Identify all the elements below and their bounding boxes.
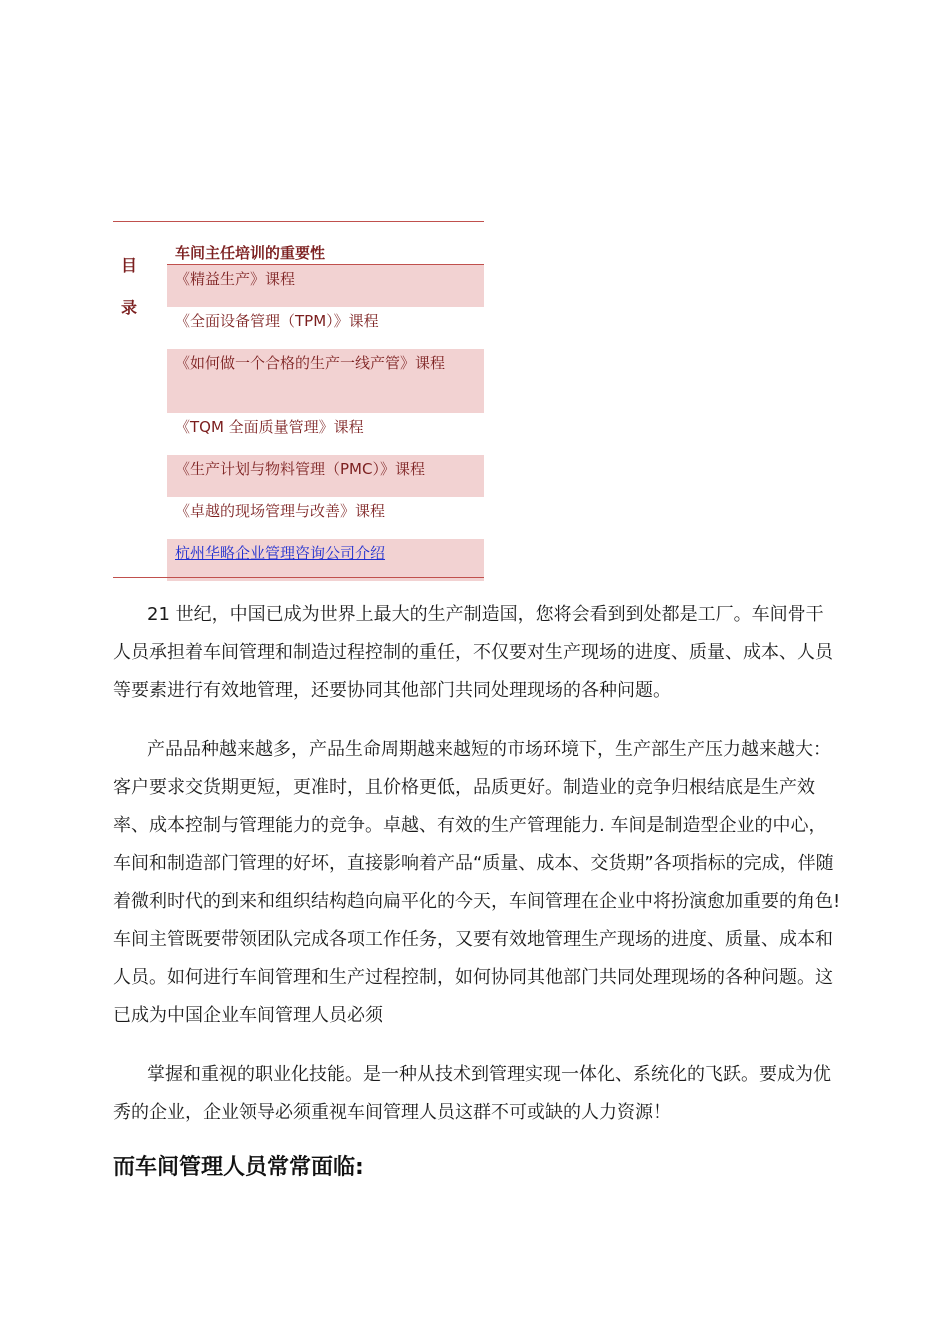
toc-entry-tpm[interactable]: 《全面设备管理（TPM）》课程 [175, 312, 379, 330]
toc-entry-onsite[interactable]: 《卓越的现场管理与改善》课程 [175, 502, 386, 520]
paragraph-3: 掌握和重视的职业化技能。是一种从技术到管理实现一体化、系统化的飞跃。要成为优秀的企业，企业领导必须重视车间管理人员这群不可或缺的人力资源！ [113, 1064, 831, 1123]
section-heading: 而车间管理人员常常面临: [113, 1155, 364, 1180]
toc-entry-pmc[interactable]: 《生产计划与物料管理（PMC）》课程 [167, 455, 484, 497]
toc-entry-tqm[interactable]: 《TQM 全面质量管理》课程 [175, 418, 364, 436]
toc-top-rule [113, 221, 484, 222]
toc-label [121, 245, 145, 329]
toc-entry-company-link[interactable]: 杭州华略企业管理咨询公司介绍 [167, 539, 484, 581]
toc-entry-frontline[interactable]: 《如何做一个合格的生产一线产管》课程 [167, 349, 484, 413]
toc-bottom-rule [113, 577, 484, 578]
toc-label-char-2: 录 [121, 298, 138, 317]
toc-entries [167, 239, 484, 581]
body-text [113, 596, 841, 1153]
toc-label-char-1: 目 [121, 256, 138, 275]
toc-entry-importance[interactable]: 车间主任培训的重要性 [167, 239, 484, 265]
paragraph-1: 21 世纪，中国已成为世界上最大的生产制造国，您将会看到到处都是工厂。车间骨干人员承担着车间管理和制造过程控制的重任，不仅要对生产现场的进度、质量、成本、人员等要素进行有效地管理，还要协同其他部门共同处理现场的各种问题。 [113, 604, 833, 701]
toc-entry-lean[interactable]: 《精益生产》课程 [167, 265, 484, 307]
paragraph-2: 产品品种越来越多，产品生命周期越来越短的市场环境下，生产部生产压力越来越大：客户要求交货期更短，更准时，且价格更低，品质更好。制造业的竞争归根结底是生产效率、成本控制与管理能力的竞争。卓越、有效的生产管理能力. 车间是制造型企业的中心，车间和制造部门管理的好坏，直接影响着产品“质量、成本、交货期”各项指标的完成，伴随着微利时代的到来和组织结构趋向扁平化的今天，车间管理在企业中将扮演愈加重要的角色!车间主管既要带领团队完成各项工作任务，又要有效地管理生产现场的进度、质量、成本和人员。如何进行车间管理和生产过程控制，如何协同其他部门共同处理现场的各种问题。这已成为中国企业车间管理人员必须 [113, 739, 841, 1026]
table-of-contents [113, 221, 484, 578]
